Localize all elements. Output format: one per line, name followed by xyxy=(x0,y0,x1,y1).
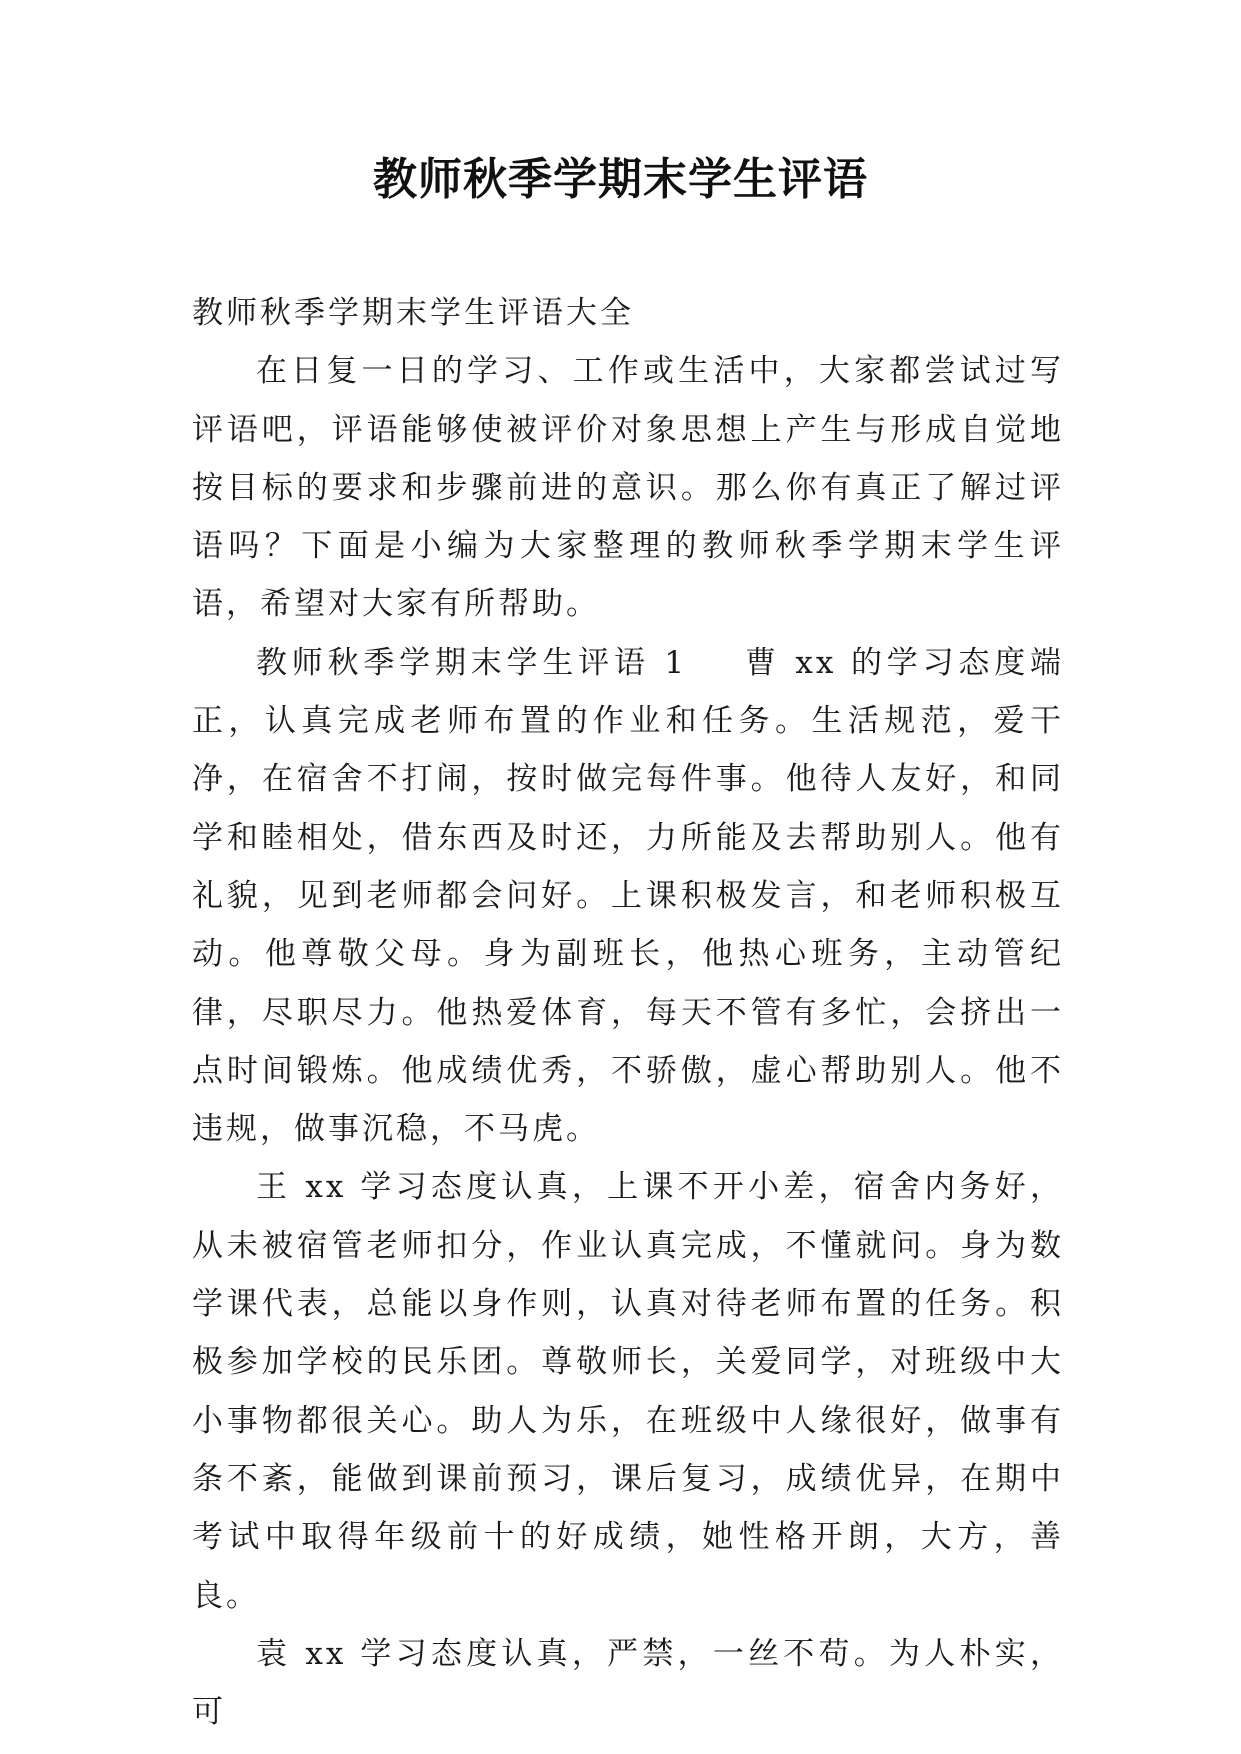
intro-paragraph: 在日复一日的学习、工作或生活中，大家都尝试过写评语吧，评语能够使被评价对象思想上产生与形成自觉地按目标的要求和步骤前进的意识。那么你有真正了解过评语吗？下面是小编为大家整理的教师秋季学期末学生评语，希望对大家有所帮助。 xyxy=(192,353,1064,623)
document-body xyxy=(192,284,1064,1741)
comment-paragraph-3: 袁 xx 学习态度认真，严禁，一丝不苟。为人朴实，可 xyxy=(192,1635,1064,1731)
comment-paragraph-1 xyxy=(192,634,1064,1159)
document-subtitle: 教师秋季学期末学生评语大全 xyxy=(192,295,634,331)
section-heading: 教师秋季学期末学生评语 1 xyxy=(256,644,688,681)
document-title: 教师秋季学期末学生评语 xyxy=(373,154,868,205)
comment-paragraph-2: 王 xx 学习态度认真，上课不开小差，宿舍内务好，从未被宿管老师扣分，作业认真完成，不懂就问。身为数学课代表，总能以身作则，认真对待老师布置的任务。积极参加学校的民乐团。尊敬师长，关爱同学，对班级中大小事物都很关心。助人为乐，在班级中人缘很好，做事有条不紊，能做到课前预习，课后复习，成绩优异，在期中考试中取得年级前十的好成绩，她性格开朗，大方，善良。 xyxy=(192,1169,1064,1614)
comment-text-1: 曹 xx 的学习态度端正，认真完成老师布置的作业和任务。生活规范，爱干净，在宿舍不打闹，按时做完每件事。他待人友好，和同学和睦相处，借东西及时还，力所能及去帮助别人。他有礼貌，见到老师都会问好。上课积极发言，和老师积极互动。他尊敬父母。身为副班长，他热心班务，主动管纪律，尽职尽力。他热爱体育，每天不管有多忙，会挤出一点时间锻炼。他成绩优秀，不骄傲，虚心帮助别人。他不违规，做事沉稳，不马虎。 xyxy=(192,644,1064,1148)
